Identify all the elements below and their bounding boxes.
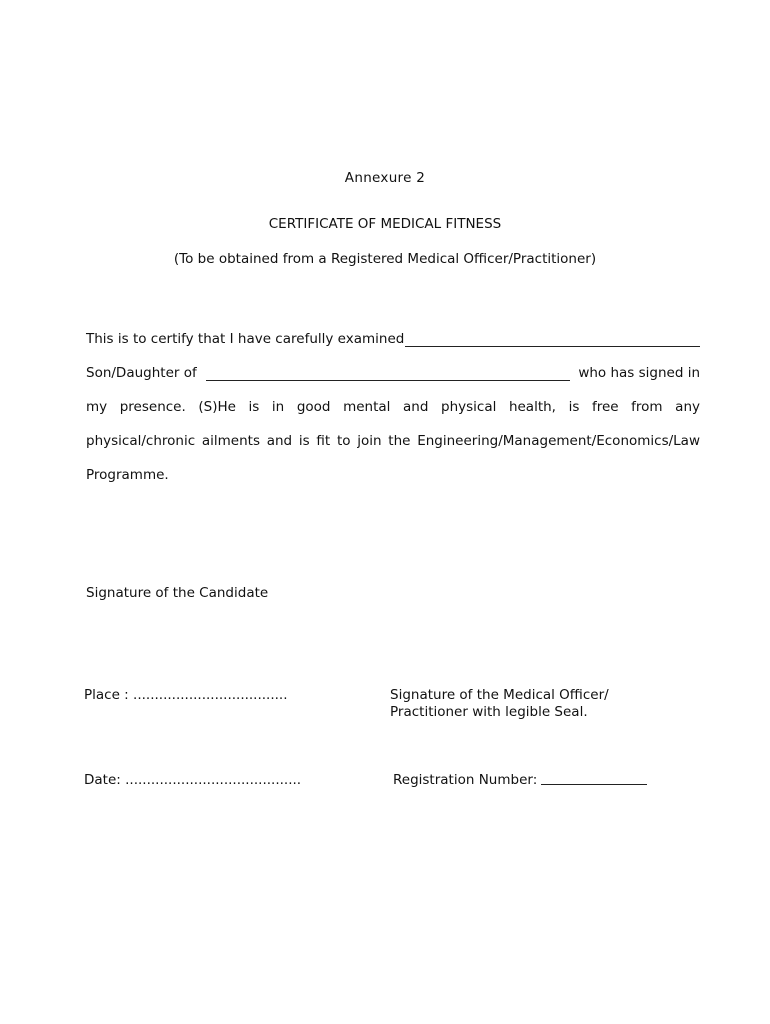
place-field — [84, 687, 288, 703]
body-line-5: Programme. — [86, 467, 169, 483]
candidate-name-blank[interactable] — [405, 336, 700, 347]
examined-text: This is to certify that I have carefully examined — [86, 331, 405, 347]
officer-signature-line-1: Signature of the Medical Officer/ — [390, 687, 609, 703]
officer-signature-line-2: Practitioner with legible Seal. — [390, 704, 588, 720]
body-line-4: physical/chronic ailments and is fit to join the Engineering/Management/Economics/Law — [86, 433, 700, 449]
date-dots[interactable]: ......................................... — [125, 772, 302, 788]
registration-label: Registration Number: — [393, 772, 538, 788]
body-line-1 — [86, 322, 700, 356]
certificate-title: CERTIFICATE OF MEDICAL FITNESS — [268, 216, 502, 232]
date-field — [84, 772, 301, 788]
body-line-3: my presence. (S)He is in good mental and physical health, is free from any — [86, 399, 700, 415]
place-dots[interactable]: .................................... — [133, 687, 288, 703]
officer-signature-block — [390, 687, 609, 721]
date-label: Date: — [84, 772, 121, 788]
parent-name-blank[interactable] — [206, 370, 570, 381]
body-line-2 — [86, 356, 700, 390]
place-label: Place : — [84, 687, 129, 703]
annexure-label: Annexure 2 — [344, 170, 426, 186]
registration-number-blank[interactable] — [541, 774, 647, 785]
signed-in-text: who has signed in — [578, 365, 700, 381]
registration-number-field — [393, 772, 647, 788]
certificate-subtitle: (To be obtained from a Registered Medical Officer/Practitioner) — [173, 251, 597, 267]
candidate-signature-label: Signature of the Candidate — [86, 585, 269, 601]
certificate-body — [86, 322, 700, 492]
son-daughter-text: Son/Daughter of — [86, 365, 197, 381]
